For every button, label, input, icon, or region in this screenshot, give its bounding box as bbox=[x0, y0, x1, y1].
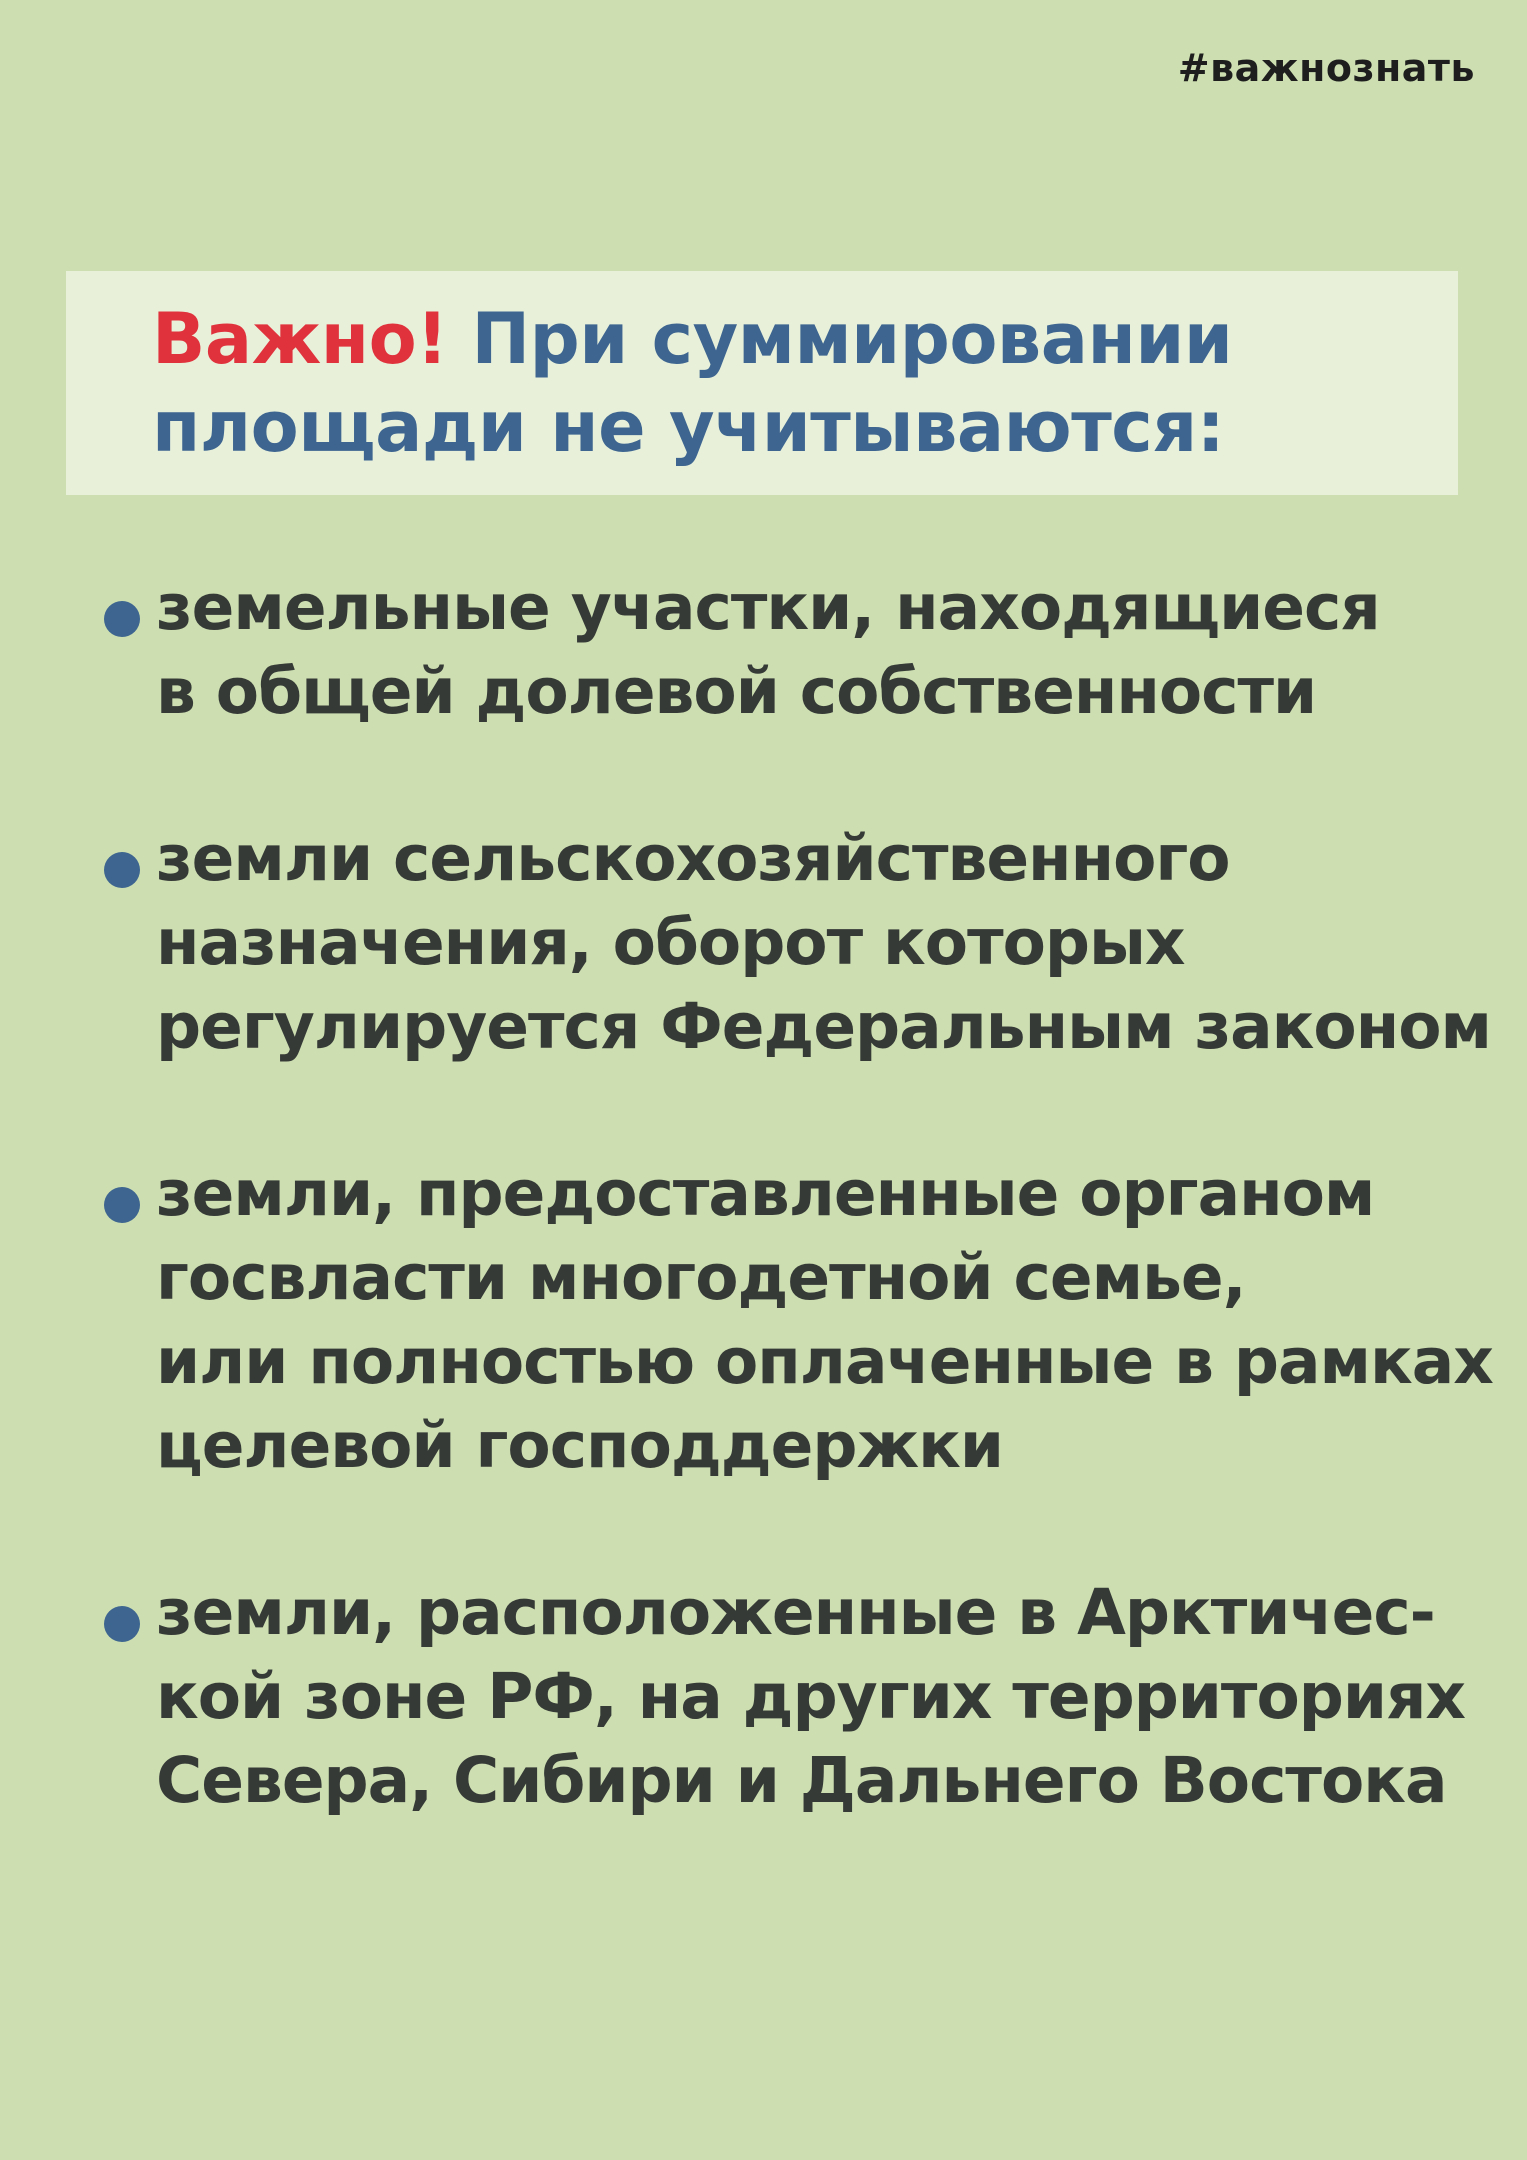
bullet-line: кой зоне РФ, на других территориях bbox=[156, 1660, 1466, 1733]
bullet-line: в общей долевой собственности bbox=[156, 655, 1317, 728]
bullet-dot-icon bbox=[104, 852, 140, 888]
header-text-1: При суммировании bbox=[471, 298, 1233, 380]
bullet-item bbox=[104, 1152, 1504, 1488]
bullet-line: целевой господдержки bbox=[156, 1409, 1004, 1482]
bullet-line: назначения, оборот которых bbox=[156, 906, 1185, 979]
bullet-line: госвласти многодетной семье, bbox=[156, 1241, 1246, 1314]
bullet-line: земли, расположенные в Арктичес- bbox=[156, 1576, 1435, 1649]
bullet-line: Севера, Сибири и Дальнего Востока bbox=[156, 1744, 1447, 1817]
bullet-line: земли сельскохозяйственного bbox=[156, 822, 1230, 895]
bullet-line: регулируется Федеральным законом bbox=[156, 990, 1492, 1063]
bullet-line: земельные участки, находящиеся bbox=[156, 571, 1380, 644]
bullet-item bbox=[104, 1571, 1504, 1823]
header-line-2: площади не учитываются: bbox=[152, 386, 1225, 468]
header-box bbox=[66, 271, 1458, 495]
bullet-dot-icon bbox=[104, 601, 140, 637]
header-accent: Важно! bbox=[152, 298, 448, 380]
header-line-1 bbox=[152, 295, 1458, 383]
bullet-line: земли, предоставленные органом bbox=[156, 1157, 1375, 1230]
bullet-line: или полностью оплаченные в рамках bbox=[156, 1325, 1493, 1398]
bullet-dot-icon bbox=[104, 1606, 140, 1642]
bullet-list bbox=[104, 566, 1504, 1906]
bullet-item bbox=[104, 566, 1504, 734]
hashtag: #важнознать bbox=[1177, 46, 1475, 90]
bullet-dot-icon bbox=[104, 1187, 140, 1223]
bullet-item bbox=[104, 817, 1504, 1069]
